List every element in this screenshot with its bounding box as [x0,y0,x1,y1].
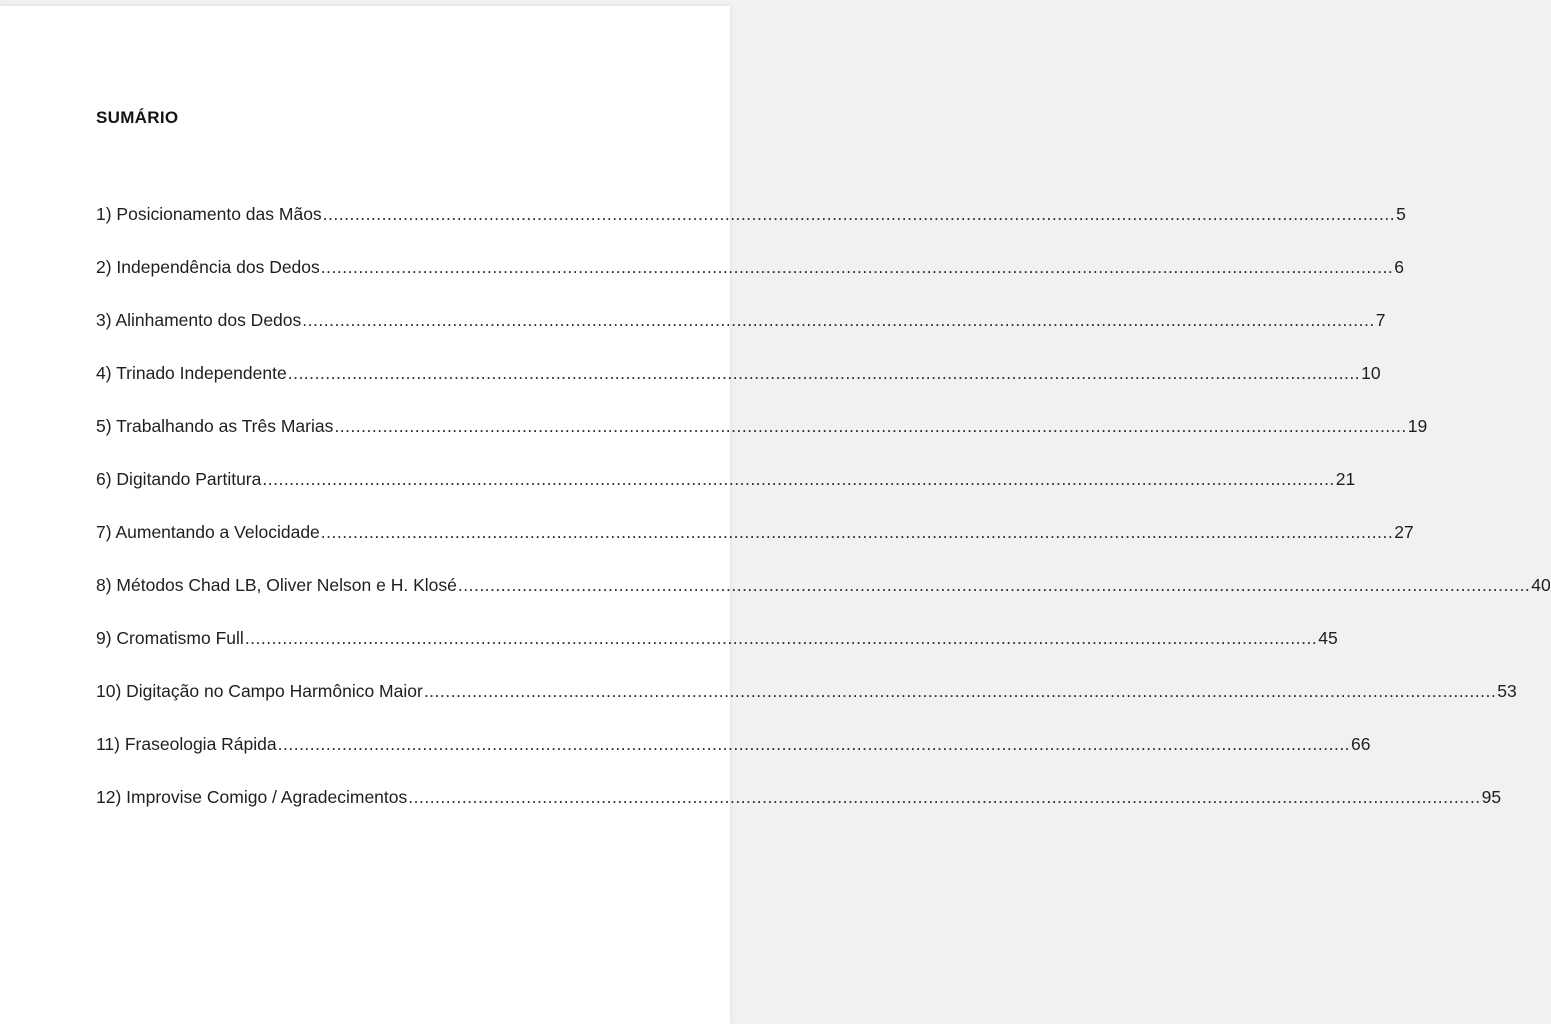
dot-leader: ........................................................................................................................................................................................................ [287,363,1361,383]
dot-leader: ........................................................................................................................................................................................................ [320,257,1394,277]
toc-entry-7[interactable] [96,521,1414,574]
toc-entry-12[interactable] [96,786,1502,839]
dot-leader: ........................................................................................................................................................................................................ [277,734,1351,754]
toc-entry-8[interactable] [96,574,1551,627]
toc-entry-label: 12) Improvise Comigo / Agradecimentos [96,787,408,807]
toc-entry-page: 21 [1335,469,1356,489]
dot-leader: ........................................................................................................................................................................................................ [320,522,1394,542]
toc-entry-page: 66 [1351,734,1371,754]
toc-entry-label: 8) Métodos Chad LB, Oliver Nelson e H. Klosé [96,575,457,595]
toc-entry-page: 6 [1394,257,1404,277]
page-title: SUMÁRIO [96,108,179,127]
toc-entry-page: 5 [1396,204,1406,224]
dot-leader: ........................................................................................................................................................................................................ [408,787,1481,807]
dot-leader: ........................................................................................................................................................................................................ [423,681,1497,701]
toc-entry-label: 11) Fraseologia Rápida [96,734,277,754]
toc-entry-3[interactable] [96,309,1386,362]
toc-entry-page: 53 [1497,681,1517,701]
toc-entry-4[interactable] [96,362,1381,415]
table-of-contents [96,203,1551,839]
toc-entry-label: 3) Alinhamento dos Dedos [96,310,302,330]
document-page [0,6,1551,1024]
toc-entry-5[interactable] [96,415,1428,468]
toc-entry-2[interactable] [96,256,1404,309]
toc-entry-label: 6) Digitando Partitura [96,469,262,489]
toc-entry-1[interactable] [96,203,1406,256]
toc-entry-label: 5) Trabalhando as Três Marias [96,416,334,436]
toc-entry-11[interactable] [96,733,1371,786]
toc-entry-page: 7 [1375,310,1386,330]
dot-leader: ........................................................................................................................................................................................................ [457,575,1531,595]
toc-entry-page: 95 [1481,787,1502,807]
dot-leader: ........................................................................................................................................................................................................ [302,310,1375,330]
dot-leader: ........................................................................................................................................................................................................ [334,416,1407,436]
toc-entry-page: 40 [1531,575,1551,595]
dot-leader: ........................................................................................................................................................................................................ [322,204,1396,224]
toc-entry-6[interactable] [96,468,1356,521]
toc-entry-label: 4) Trinado Independente [96,363,287,383]
dot-leader: ........................................................................................................................................................................................................ [262,469,1335,489]
toc-entry-label: 1) Posicionamento das Mãos [96,204,322,224]
toc-entry-page: 10 [1361,363,1381,383]
toc-entry-label: 9) Cromatismo Full [96,628,244,648]
toc-entry-page: 27 [1394,522,1414,542]
toc-entry-page: 45 [1318,628,1338,648]
dot-leader: ........................................................................................................................................................................................................ [244,628,1318,648]
toc-entry-label: 7) Aumentando a Velocidade [96,522,320,542]
toc-entry-9[interactable] [96,627,1338,680]
toc-entry-label: 10) Digitação no Campo Harmônico Maior [96,681,423,701]
toc-entry-label: 2) Independência dos Dedos [96,257,320,277]
toc-entry-page: 19 [1407,416,1428,436]
toc-entry-10[interactable] [96,680,1517,733]
